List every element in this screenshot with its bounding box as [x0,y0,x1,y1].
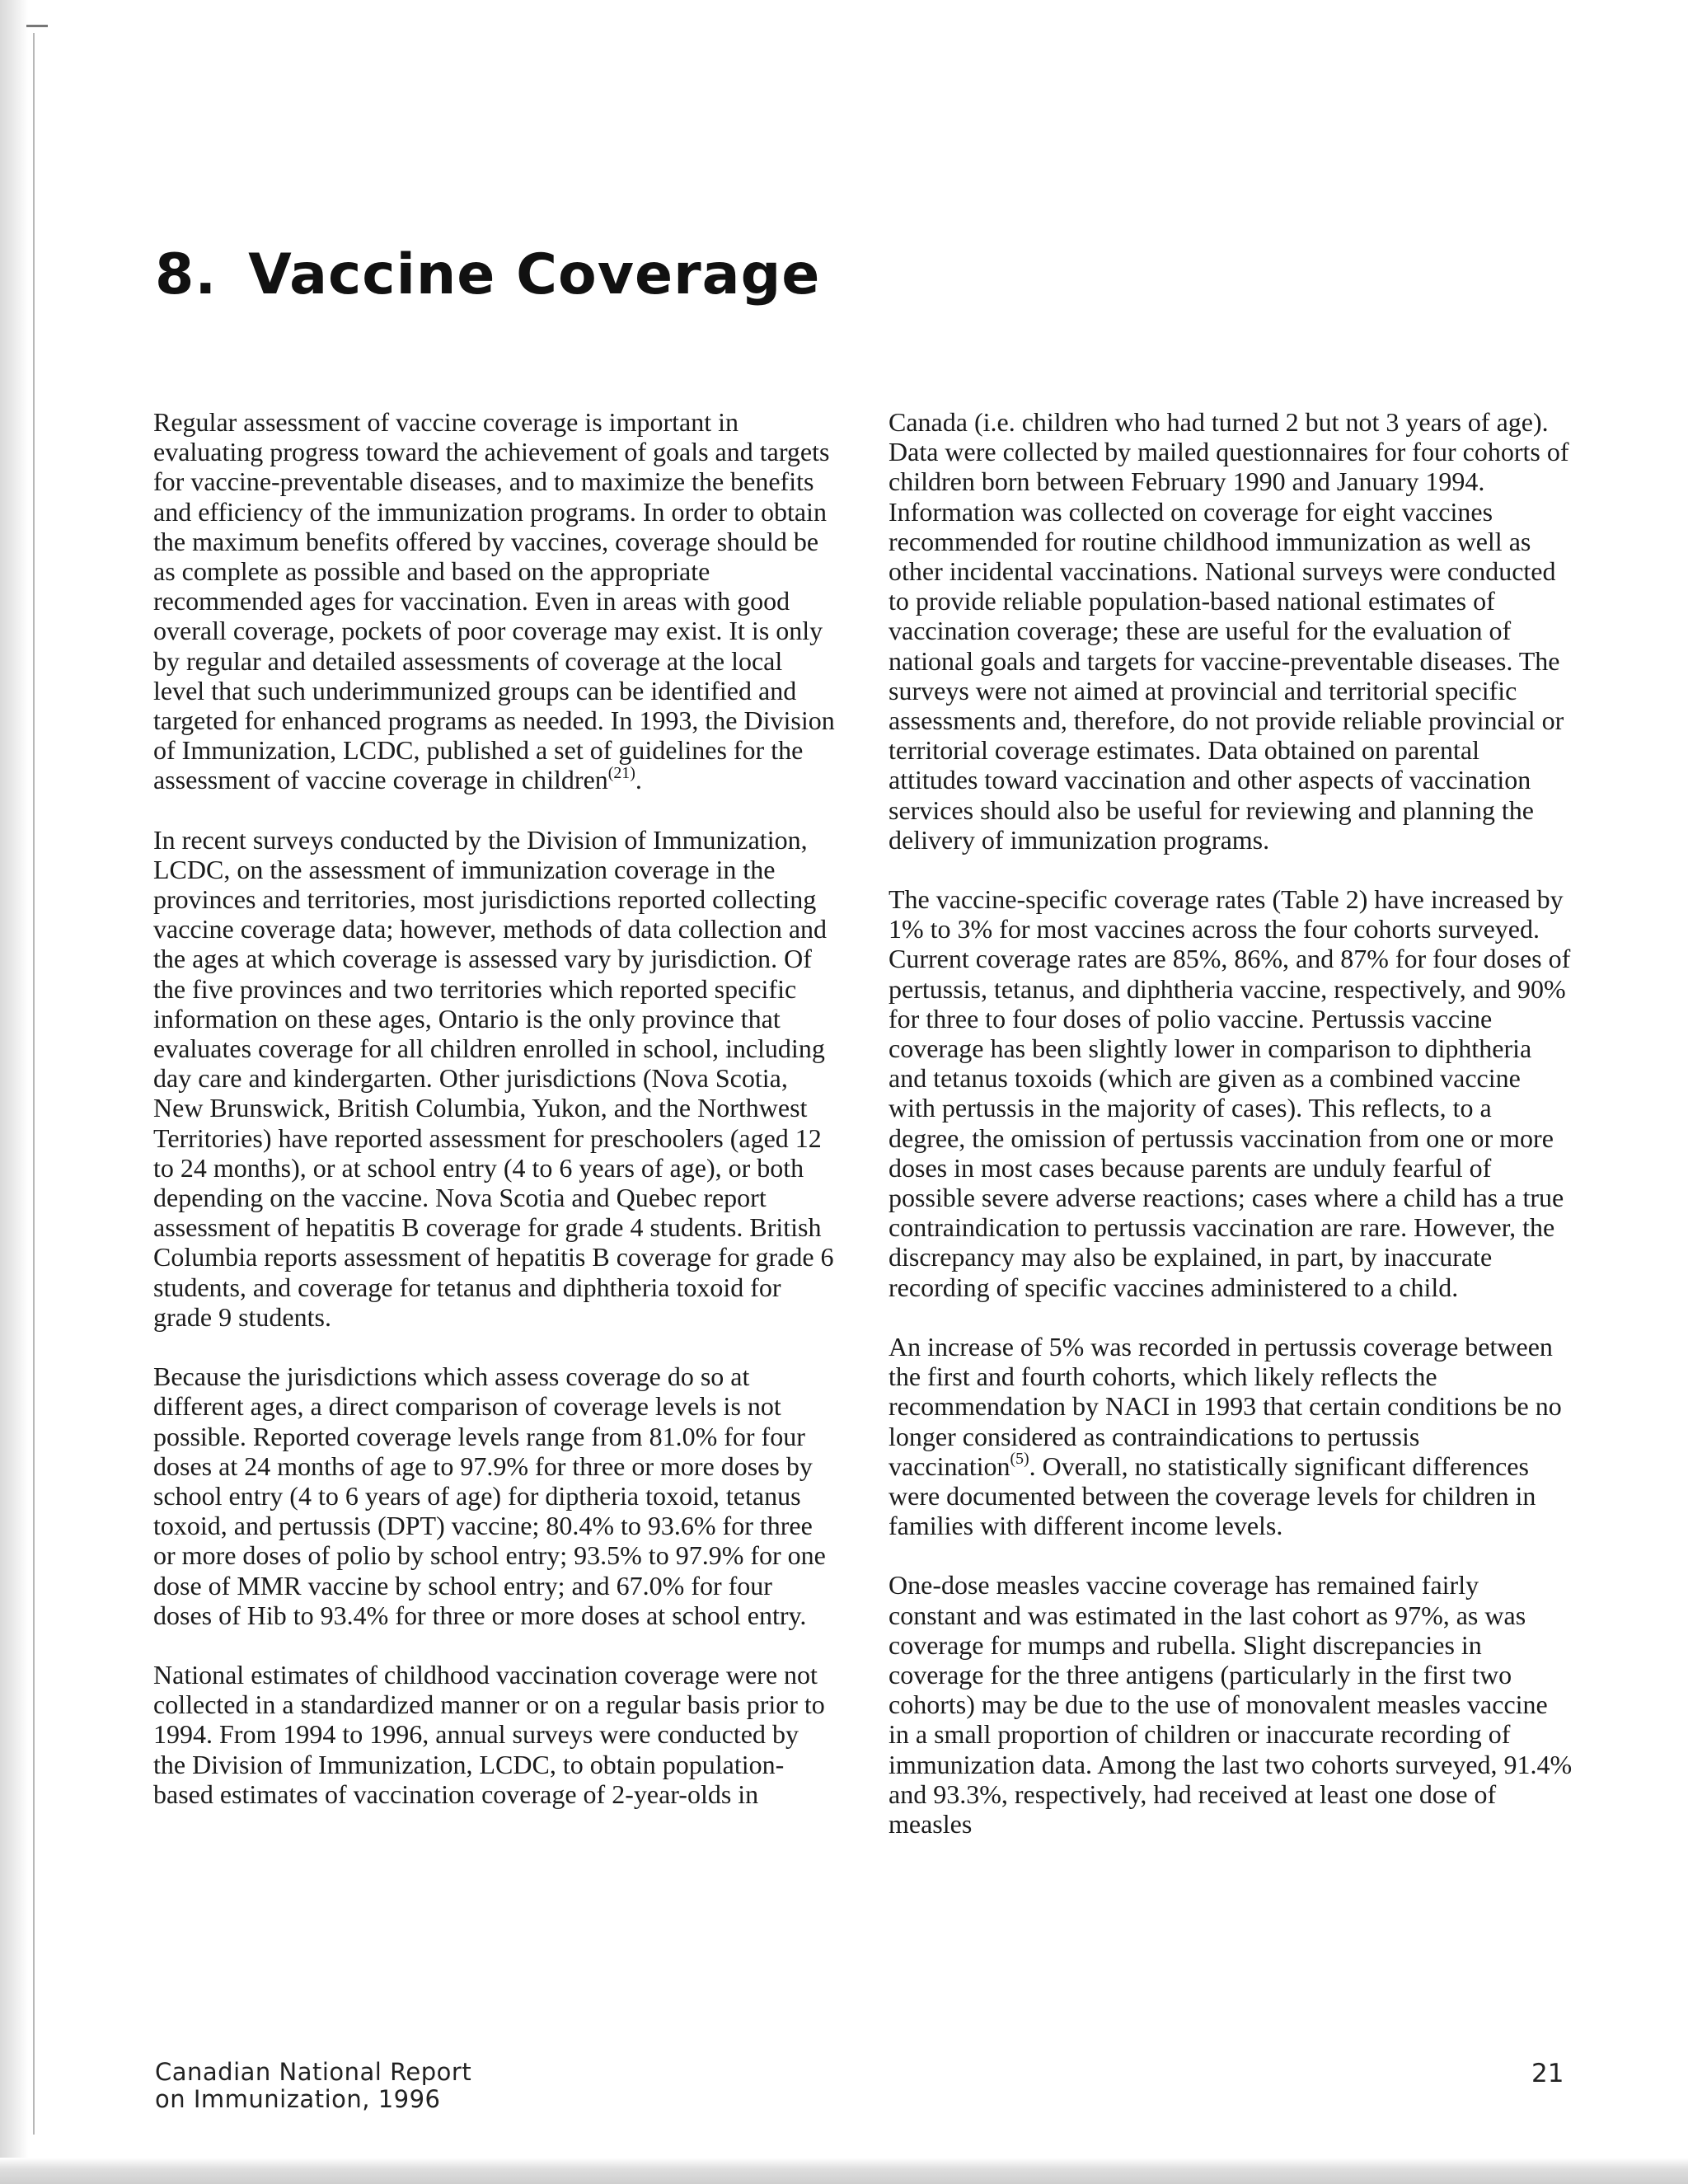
paragraph-text: Regular assessment of vaccine coverage is important in evaluating progress toward the achievement of goals and targets for vaccine-preventable diseases, and to maximize the benefits and efficiency of the immunization programs. In order to obtain the maximum benefits offered by vaccines, coverage should be as complete as possible and based on the appropriate recommended ages for vaccination. Even in areas with good overall coverage, pockets of poor coverage may exist. It is only by regular and detailed assessments of coverage at the local level that such underimmunized groups can be identified and targeted for enhanced programs as needed. In 1993, the Division of Immunization, LCDC, published a set of guidelines for the assessment of vaccine coverage in children [153,407,835,795]
page-number: 21 [1531,2059,1564,2088]
reference-superscript: (21) [607,763,635,782]
paragraph [153,407,837,795]
paragraph [153,1660,837,1809]
footer-report-title [155,2059,471,2113]
left-column [153,407,837,1809]
scan-margin-line [33,33,35,2135]
paragraph-text: Canada (i.e. children who had turned 2 but not 3 years of age). Data were collected by mailed questionnaires for four cohorts of children born between February 1990 and January 1994. Information was collected on coverage for eight vaccines recommended for routine childhood immunization as well as other incidental vaccinations. National surveys were conducted to provide reliable population-based national estimates of vaccination coverage; these are useful for the evaluation of national goals and targets for vaccine-preventable diseases. The surveys were not aimed at provincial and territorial specific assessments and, therefore, do not provide reliable provincial or territorial coverage estimates. Data obtained on parental attitudes toward vaccination and other aspects of vaccination services should also be useful for reviewing and planning the delivery of immunization programs. [889,407,1569,855]
right-column [889,407,1573,1839]
paragraph-text: An increase of 5% was recorded in pertussis coverage between the first and fourth cohorts, which likely reflects the recommendation by NACI in 1993 that certain conditions be no longer considered as contraindications to pertussis vaccination [889,1331,1562,1481]
paragraph-text: The vaccine-specific coverage rates (Table 2) have increased by 1% to 3% for most vaccines across the four cohorts surveyed. Current coverage rates are 85%, 86%, and 87% for four doses of pertussis, tetanus, and diphtheria vaccine, respectively, and 90% for three to four doses of polio vaccine. Pertussis vaccine coverage has been slightly lower in comparison to diphtheria and tetanus toxoids (which are given as a combined vaccine with pertussis in the majority of cases). This reflects, to a degree, the omission of pertussis vaccination from one or more doses in most cases because parents are unduly fearful of possible severe adverse reactions; cases where a child has a true contraindication to pertussis vaccination are rare. However, the discrepancy may also be explained, in part, by inaccurate recording of specific vaccines administered to a child. [889,884,1571,1302]
paragraph [889,884,1573,1302]
scan-bottom-edge [0,2158,1688,2184]
paragraph-text: Because the jurisdictions which assess coverage do so at different ages, a direct comparison of coverage levels is not possible. Reported coverage levels range from 81.0% for four doses at 24 months of age to 97.9% for three or more doses by school entry (4 to 6 years of age) for diptheria toxoid, tetanus toxoid, and pertussis (DPT) vaccine; 80.4% to 93.6% for three or more doses of polio by school entry; 93.5% to 97.9% for one dose of MMR vaccine by school entry; and 67.0% for four doses of Hib to 93.4% for three or more doses at school entry. [153,1361,826,1630]
paragraph-text-end: . Overall, no statistically significant differences were documented between the coverage levels for children in families with different income levels. [889,1451,1536,1541]
paragraph-text: One-dose measles vaccine coverage has remained fairly constant and was estimated in the last cohort as 97%, as was coverage for mumps and rubella. Slight discrepancies in coverage for the three antigens (particularly in the first two cohorts) may be due to the use of monovalent measles vaccine in a small proportion of children or inaccurate recording of immunization data. Among the last two cohorts surveyed, 91.4% and 93.3%, respectively, had received at least one dose of measles [889,1570,1573,1839]
scan-corner-mark [26,25,48,27]
paragraph [889,407,1573,855]
paragraph-text: National estimates of childhood vaccination coverage were not collected in a standardized manner or on a regular basis prior to 1994. From 1994 to 1996, annual surveys were conducted by the Division of Immunization, LCDC, to obtain population-based estimates of vaccination coverage of 2-year-olds in [153,1659,825,1809]
paragraph [889,1570,1573,1839]
reference-superscript: (5) [1010,1450,1029,1469]
paragraph [153,1361,837,1630]
section-number: 8. [155,242,218,307]
section-heading [155,242,820,307]
footer-title-line: Canadian National Report [155,2058,472,2086]
paragraph-text-end: . [635,765,642,795]
paragraph-text: In recent surveys conducted by the Division of Immunization, LCDC, on the assessment of immunization coverage in the provinces and territories, most jurisdictions reported collecting vaccine coverage data; however, methods of data collection and the ages at which coverage is assessed vary by jurisdiction. Of the five provinces and two territories which reported specific information on these ages, Ontario is the only province that evaluates coverage for all children enrolled in school, including day care and kindergarten. Other jurisdictions (Nova Scotia, New Brunswick, British Columbia, Yukon, and the Northwest Territories) have reported assessment for preschoolers (aged 12 to 24 months), or at school entry (4 to 6 years of age), or both depending on the vaccine. Nova Scotia and Quebec report assessment of hepatitis B coverage for grade 4 students. British Columbia reports assessment of hepatitis B coverage for grade 6 students, and coverage for tetanus and diphtheria toxoid for grade 9 students. [153,824,834,1332]
paragraph [889,1332,1573,1540]
paragraph [153,825,837,1332]
footer-title-line: on Immunization, 1996 [155,2085,441,2113]
scan-left-edge [0,0,28,2184]
section-title: Vaccine Coverage [248,242,821,307]
